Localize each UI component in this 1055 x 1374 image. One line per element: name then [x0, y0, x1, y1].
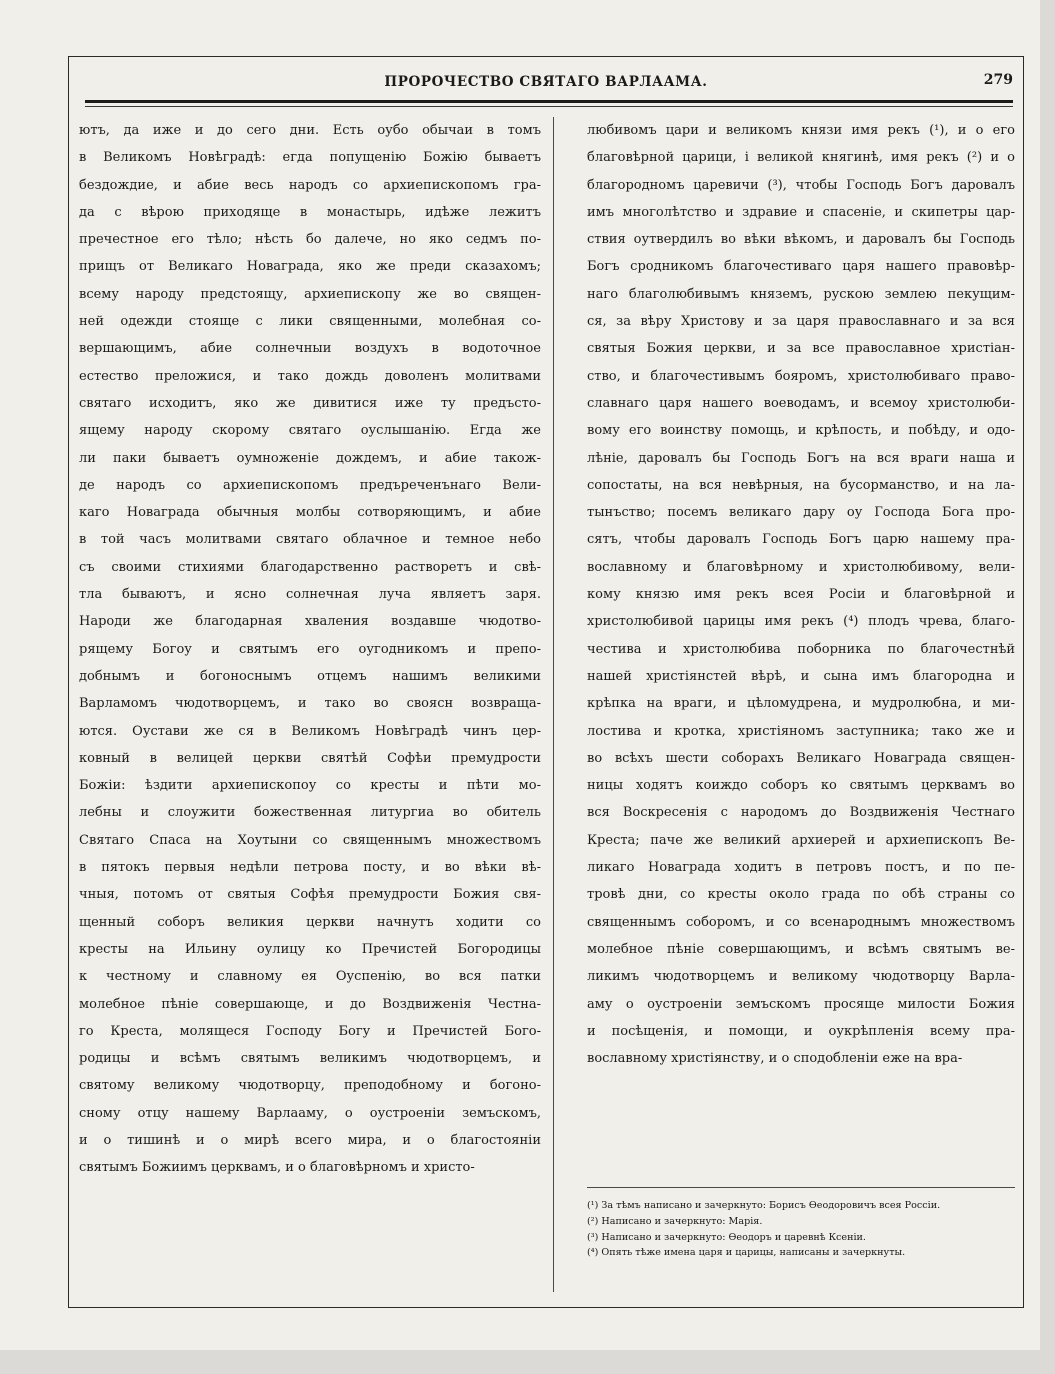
text-line: святымъ Божиимъ церквамъ, и о благовѣрномъ и христо- — [79, 1160, 475, 1176]
text-line: молебное пѣніе совершающе, и до Воздвиженія Честна- — [79, 996, 541, 1012]
text-line: ликаго Новаграда ходитъ в петровъ постъ, и по пе- — [587, 860, 1015, 876]
text-line: христолюбивой царицы имя рекъ (⁴) плодъ чрева, благо- — [587, 614, 1015, 630]
text-line: тынъство; посемъ великаго дару оу Господа Бога про- — [587, 505, 1015, 521]
text-line: кому князю имя рекъ всея Росіи и благовѣрной и — [587, 587, 1015, 603]
text-line: лостива и кротка, христіяномъ заступника; тако же и — [587, 723, 1015, 739]
text-line: честива и христолюбива поборника по благочестнѣй — [587, 641, 1015, 657]
text-line: ящему народу скорому святаго оуслышанію. Егда же — [79, 423, 541, 439]
left-column — [79, 117, 541, 1182]
text-line: наго благолюбивымъ княземъ, рускою землею пекущим- — [587, 286, 1015, 302]
text-line: в пятокъ первыя недѣли петрова посту, и во вѣки вѣ- — [79, 860, 541, 876]
text-line: святыя Божия церкви, и за все православное христіан- — [587, 341, 1015, 357]
text-line: любивомъ цари и великомъ князи имя рекъ (¹), и о его — [587, 123, 1015, 138]
column-divider — [553, 117, 554, 1292]
text-line: да с вѣрою приходяще в монастырь, идѣже лежитъ — [79, 204, 541, 220]
text-line: пречестное его тѣло; нѣсть бо далече, но яко седмъ по- — [79, 232, 541, 248]
text-line: молебное пѣніе совершающимъ, и всѣмъ святымъ ве- — [587, 941, 1015, 957]
text-line: и посѣщенія, и помощи, и оукрѣпленія всему пра- — [587, 1023, 1015, 1039]
text-line: ство, и благочестивымъ бояромъ, христолюбиваго право- — [587, 368, 1015, 384]
text-line: вершающимъ, абие солнечныи воздухъ в водоточное — [79, 341, 541, 357]
text-line: крѣпка на враги, и цѣломудрена, и мудролюбна, и ми- — [587, 696, 1015, 712]
text-line: во всѣхъ шести соборахъ Великаго Новаграда священ- — [587, 750, 1015, 766]
text-line: тровѣ дни, со кресты около града по обѣ страны со — [587, 887, 1015, 903]
text-line: ликимъ чюдотворцемъ и великому чюдотворцу Варла- — [587, 969, 1015, 985]
text-line: и о тишинѣ и о мирѣ всего мира, и о благостояніи — [79, 1132, 541, 1148]
header-rule-thin — [85, 106, 1013, 107]
text-line: нашей христіянстей вѣрѣ, и сына имъ благородна и — [587, 668, 1015, 684]
text-line: Святаго Спаса на Хоутыни со священнымъ множествомъ — [79, 832, 541, 848]
text-line: в Великомъ Новѣградѣ: егда попущенію Божію бываетъ — [79, 150, 541, 166]
text-line: Божіи: ѣздити архиепископоу со кресты и пѣти мо- — [79, 778, 541, 794]
text-line: лѣніе, даровалъ бы Господь Богъ на вся враги наша и — [587, 450, 1015, 466]
text-line: ницы ходятъ коиждо соборъ ко святымъ церквамъ во — [587, 778, 1015, 794]
text-line: ютъ, да иже и до сего дни. Есть оубо обычаи в томъ — [79, 123, 541, 138]
footnote: (²) Написано и зачеркнуто: Марія. — [587, 1215, 763, 1227]
text-line: добнымъ и богоноснымъ отцемъ нашимъ великими — [79, 668, 541, 684]
text-line: аму о оустроеніи земъскомъ просяще милости Божия — [587, 996, 1015, 1012]
footnote-rule — [587, 1187, 1015, 1188]
running-title: ПРОРОЧЕСТВО СВЯТАГО ВАРЛААМА. — [384, 74, 708, 90]
text-line: ся, за вѣру Христову и за царя православнаго и за вся — [587, 314, 1015, 330]
text-line: сному отцу нашему Варлааму, о оустроеніи земъскомъ, — [79, 1105, 541, 1121]
text-line: вся Воскресенія с народомъ до Воздвиженія Честнаго — [587, 805, 1015, 821]
header-rule-thick — [85, 100, 1013, 103]
footnote: (³) Написано и зачеркнуто: Ѳеодоръ и царевнѣ Ксеніи. — [587, 1231, 866, 1243]
page-number: 279 — [983, 72, 1013, 88]
text-line: сопостаты, на вся невѣрныя, на бусорманство, и на ла- — [587, 477, 1015, 493]
text-line: имъ многолѣтство и здравие и спасеніе, и скипетры цар- — [587, 204, 1015, 220]
text-line: славнаго царя нашего воеводамъ, и всемоу христолюби- — [587, 395, 1015, 411]
page-header — [69, 57, 1023, 99]
footnote: (⁴) Опять тѣже имена царя и царицы, написаны и зачеркнуты. — [587, 1247, 906, 1259]
text-line: всему народу предстоящу, архиепископу же во священ- — [79, 286, 541, 302]
text-line: Богъ сродникомъ благочестиваго царя нашего правовѣр- — [587, 259, 1015, 275]
text-line: вославному и благовѣрному и христолюбивому, вели- — [587, 559, 1015, 575]
text-line: Варламомъ чюдотворцемъ, и тако во своясн возвраща- — [79, 696, 541, 712]
text-line: кресты на Ильину оулицу ко Пречистей Богородицы — [79, 941, 541, 957]
text-line: Народи же благодарная хваления воздавше чюдотво- — [79, 614, 541, 630]
text-line: ли паки бываетъ оумноженіе дождемъ, и абие також- — [79, 450, 541, 466]
page-frame — [68, 56, 1024, 1308]
right-column — [587, 117, 1015, 1072]
text-line: ствия оутвердилъ во вѣки вѣкомъ, и даровалъ бы Господь — [587, 232, 1015, 248]
text-line: родицы и всѣмъ святымъ великимъ чюдотворцемъ, и — [79, 1051, 541, 1067]
text-line: де народъ со архиепископомъ предъреченънаго Вели- — [79, 477, 541, 493]
text-line: щенный соборъ великия церкви начнутъ ходити со — [79, 914, 541, 930]
text-line: сятъ, чтобы даровалъ Господь Богъ царю нашему пра- — [587, 532, 1015, 548]
text-line: благородномъ царевичи (³), чтобы Господь Богъ даровалъ — [587, 177, 1015, 193]
text-line: вославному христіянству, и о сподобленіи еже на вра- — [587, 1051, 963, 1067]
text-line: каго Новаграда обычныя молбы сотворяющимъ, и абие — [79, 505, 541, 521]
text-line: священнымъ соборомъ, и со всенароднымъ множествомъ — [587, 914, 1015, 930]
text-line: го Креста, молящеся Господу Богу и Пречистей Бого- — [79, 1023, 541, 1039]
text-line: ются. Оустави же ся в Великомъ Новѣградѣ чинъ цер- — [79, 723, 541, 739]
text-line: ней одежди стояще с лики священными, молебная со- — [79, 314, 541, 330]
text-line: лебны и слоужити божественная литургиа во обитель — [79, 805, 541, 821]
text-line: тла бываютъ, и ясно солнечная луча являетъ заря. — [79, 587, 541, 603]
text-line: естество преложися, и тако дождь доволенъ молитвами — [79, 368, 541, 384]
text-line: Креста; паче же великий архиерей и архиепископъ Ве- — [587, 832, 1015, 848]
text-line: чныя, потомъ от святыя Софѣя премудрости Божия свя- — [79, 887, 541, 903]
text-line: в той часъ молитвами святаго облачное и темное небо — [79, 532, 541, 548]
footnote: (¹) За тѣмъ написано и зачеркнуто: Борисъ Ѳеодоровичъ всея Россіи. — [587, 1200, 941, 1211]
text-line: рящему Богоу и святымъ его оугодникомъ и препо- — [79, 641, 541, 657]
text-line: съ своими стихиями благодарственно растворетъ и свѣ- — [79, 559, 541, 575]
text-line: святому великому чюдотворцу, преподобному и богоно- — [79, 1078, 541, 1094]
text-line: прищъ от Великаго Новаграда, яко же преди сказахомъ; — [79, 259, 541, 275]
text-line: ковный в велицей церкви святѣй Софѣи премудрости — [79, 750, 541, 766]
text-line: бездождие, и абие весь народъ со архиепископомъ гра- — [79, 177, 541, 193]
footnotes — [587, 1187, 1015, 1261]
text-line: к честному и славному ея Оуспенію, во вся патки — [79, 969, 541, 985]
text-line: вому его воинству помощь, и крѣпость, и побѣду, и одо- — [587, 423, 1015, 439]
text-line: благовѣрной царици, і великой княгинѣ, имя рекъ (²) и о — [587, 150, 1015, 166]
text-line: святаго исходитъ, яко же дивитися иже ту предъсто- — [79, 395, 541, 411]
